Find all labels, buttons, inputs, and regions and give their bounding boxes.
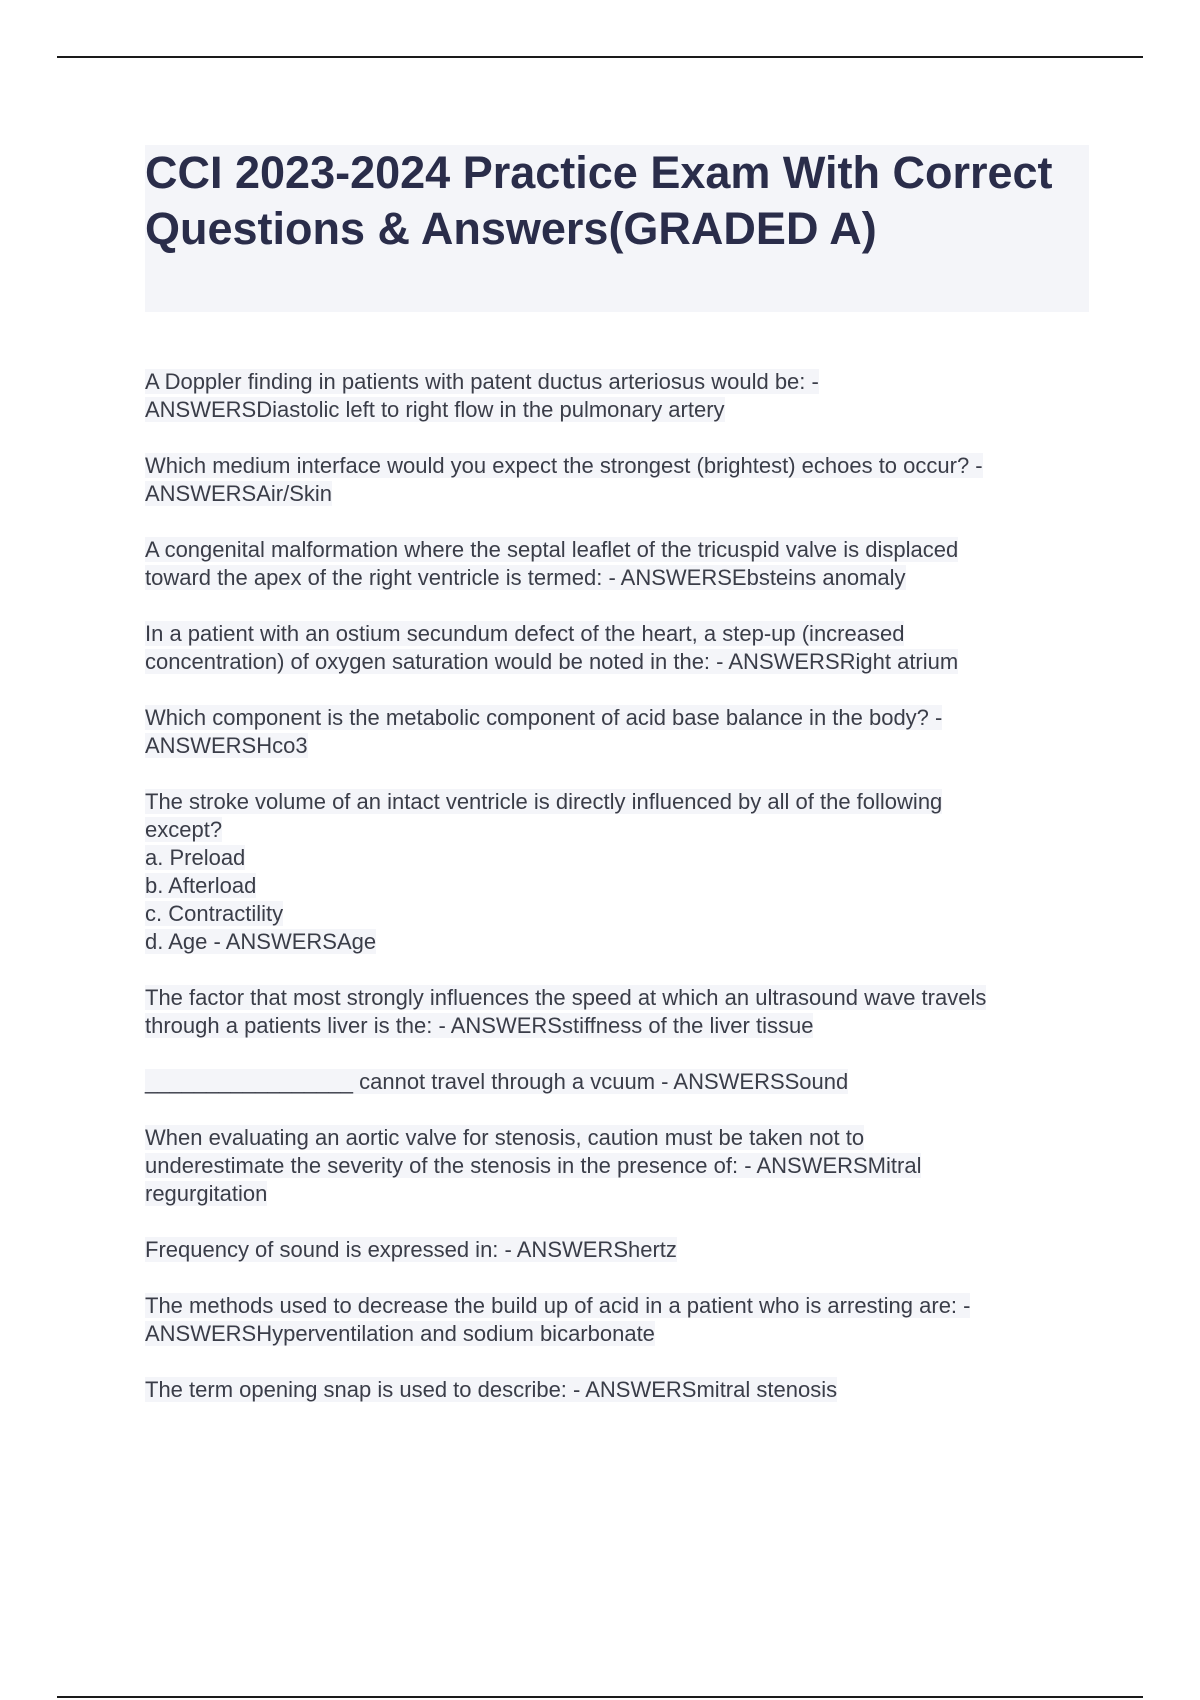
qa-text: Which component is the metabolic component of acid base balance in the body? - ANSWERSHco3 bbox=[145, 705, 943, 758]
title-block bbox=[145, 145, 1089, 312]
qa-text: The stroke volume of an intact ventricle is directly influenced by all of the following except? a. Preload b. Afterload c. Contractility d. Age - ANSWERSAge bbox=[145, 789, 943, 954]
document-title: CCI 2023-2024 Practice Exam With Correct Questions & Answers(GRADED A) bbox=[145, 147, 1053, 254]
qa-item bbox=[145, 1292, 1085, 1348]
qa-list bbox=[145, 368, 1085, 1432]
qa-item bbox=[145, 1376, 1085, 1404]
qa-item bbox=[145, 1124, 1085, 1208]
qa-text: _________________ cannot travel through a vcuum - ANSWERSSound bbox=[145, 1069, 849, 1094]
qa-text: When evaluating an aortic valve for stenosis, caution must be taken not to underestimate the severity of the stenosis in the presence of: - ANSWERSMitral regurgitation bbox=[145, 1125, 922, 1206]
qa-item bbox=[145, 368, 1085, 424]
bottom-rule bbox=[57, 1696, 1143, 1698]
qa-item bbox=[145, 536, 1085, 592]
qa-text: In a patient with an ostium secundum defect of the heart, a step-up (increased concentration) of oxygen saturation would be noted in the: - ANSWERSRight atrium bbox=[145, 621, 959, 674]
qa-text: Frequency of sound is expressed in: - ANSWERShertz bbox=[145, 1237, 677, 1262]
qa-item bbox=[145, 704, 1085, 760]
qa-text: A congenital malformation where the septal leaflet of the tricuspid valve is displaced toward the apex of the right ventricle is termed: - ANSWERSEbsteins anomaly bbox=[145, 537, 959, 590]
qa-text: Which medium interface would you expect the strongest (brightest) echoes to occur? - ANSWERSAir/Skin bbox=[145, 453, 983, 506]
qa-item bbox=[145, 620, 1085, 676]
qa-text: The factor that most strongly influences the speed at which an ultrasound wave travels through a patients liver is the: - ANSWERSstiffness of the liver tissue bbox=[145, 985, 987, 1038]
top-rule bbox=[57, 56, 1143, 58]
qa-item bbox=[145, 452, 1085, 508]
qa-text: A Doppler finding in patients with patent ductus arteriosus would be: - ANSWERSDiastolic left to right flow in the pulmonary artery bbox=[145, 369, 819, 422]
qa-item bbox=[145, 1236, 1085, 1264]
qa-text: The term opening snap is used to describe: - ANSWERSmitral stenosis bbox=[145, 1377, 838, 1402]
qa-text: The methods used to decrease the build up of acid in a patient who is arresting are: - ANSWERSHyperventilation and sodium bicarbonate bbox=[145, 1293, 971, 1346]
qa-item bbox=[145, 788, 1085, 956]
qa-item bbox=[145, 1068, 1085, 1096]
qa-item bbox=[145, 984, 1085, 1040]
